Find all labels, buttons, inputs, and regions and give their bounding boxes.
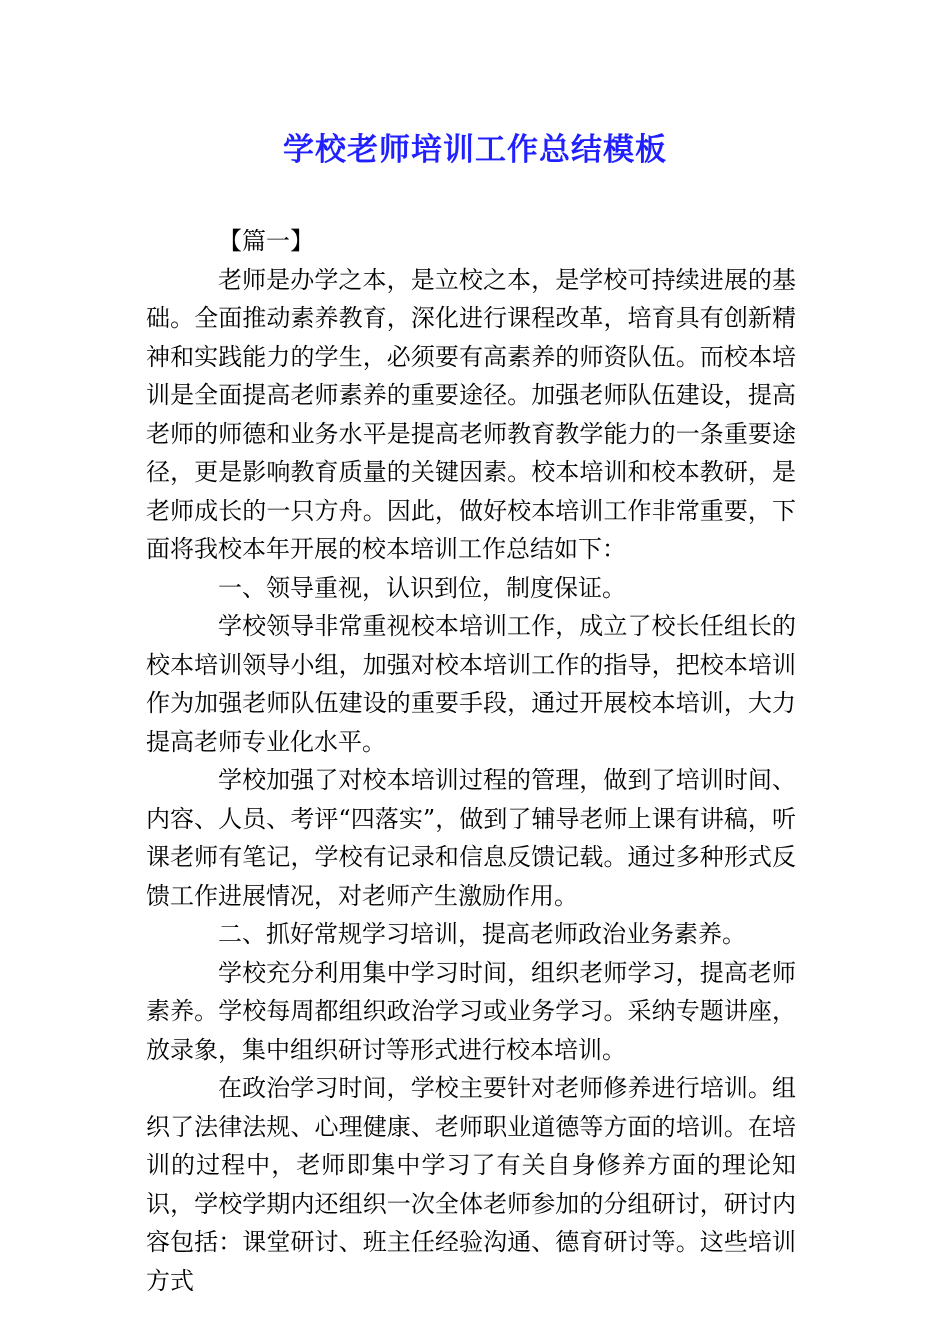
heading-section-2: 二、抓好常规学习培训，提高老师政治业务素养。 (218, 920, 746, 948)
paragraph-management: 学校加强了对校本培训过程的管理，做到了培训时间、内容、人员、考评“四落实”，做到了辅导老师上课有讲稿，听课老师有笔记，学校有记录和信息反馈记载。通过多种形式反馈工作进展情况，对老师产生激励作用。 (146, 766, 796, 910)
paragraph-political-study: 在政治学习时间，学校主要针对老师修养进行培训。组织了法律法规、心理健康、老师职业道德等方面的培训。在培训的过程中，老师即集中学习了有关自身修养方面的理论知识，学校学期内还组织一次全体老师参加的分组研讨，研讨内容包括：课堂研讨、班主任经验沟通、德育研讨等。这些培训方式 (146, 1074, 796, 1295)
paragraph-study: 学校充分利用集中学习时间，组织老师学习，提高老师素养。学校每周都组织政治学习或业务学习。采纳专题讲座，放录象，集中组织研讨等形式进行校本培训。 (146, 958, 796, 1064)
heading-section-1: 一、领导重视，认识到位，制度保证。 (218, 573, 626, 602)
section-label: 【篇一】 (218, 227, 314, 255)
document-body (146, 222, 796, 1300)
paragraph-leadership: 学校领导非常重视校本培训工作，成立了校长任组长的校本培训领导小组，加强对校本培训工作的指导，把校本培训作为加强老师队伍建设的重要手段，通过开展校本培训，大力提高老师专业化水平。 (146, 612, 796, 756)
paragraph-intro: 老师是办学之本，是立校之本，是学校可持续进展的基础。全面推动素养教育，深化进行课程改革，培育具有创新精神和实践能力的学生，必须要有高素养的师资队伍。而校本培训是全面提高老师素养的重要途径。加强老师队伍建设，提高老师的师德和业务水平是提高老师教育教学能力的一条重要途径，更是影响教育质量的关键因素。校本培训和校本教研，是老师成长的一只方舟。因此，做好校本培训工作非常重要，下面将我校本年开展的校本培训工作总结如下： (146, 265, 796, 563)
document-title: 学校老师培训工作总结模板 (283, 132, 667, 168)
